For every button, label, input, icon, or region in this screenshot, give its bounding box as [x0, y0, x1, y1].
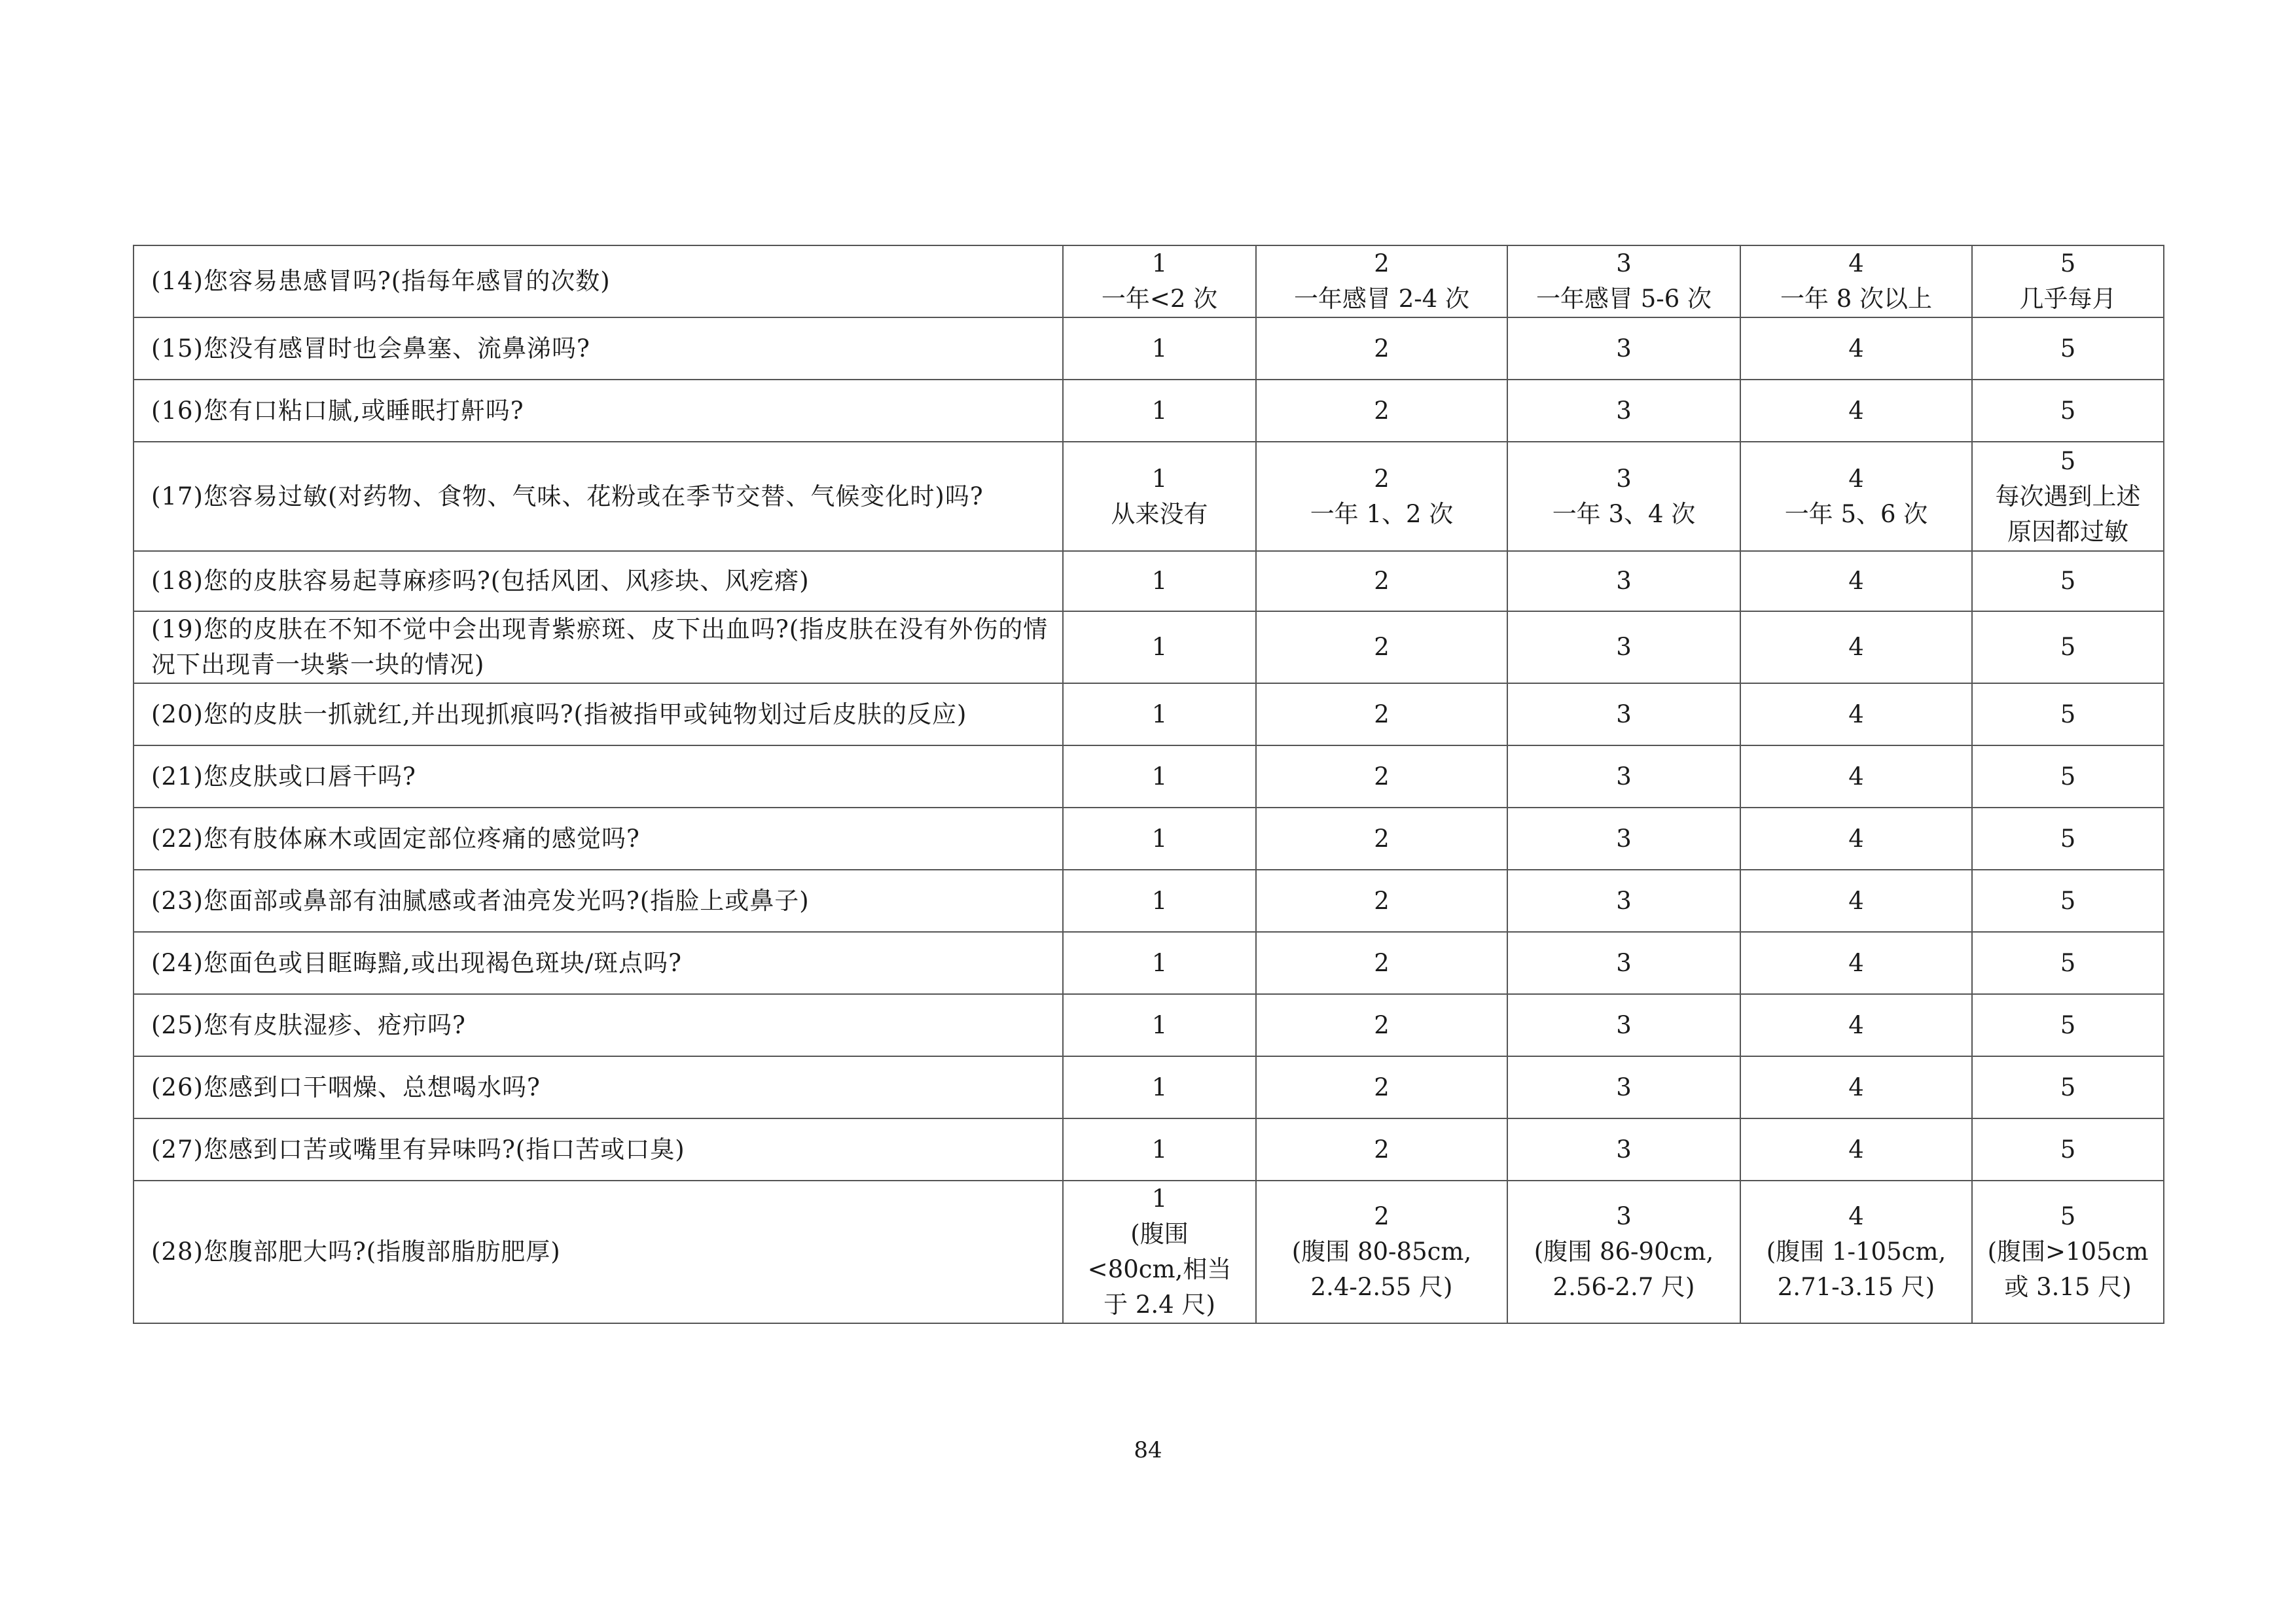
option-score: 3 [1616, 334, 1632, 363]
option-cell-2 [1256, 1181, 1507, 1323]
option-cell-5 [1972, 683, 2164, 745]
option-score: 2 [1374, 464, 1390, 493]
question-cell: (22)您有肢体麻木或固定部位疼痛的感觉吗? [134, 808, 1063, 870]
option-score: 2 [1374, 1073, 1390, 1101]
option-cell-2 [1256, 317, 1507, 380]
option-cell-1 [1063, 380, 1256, 442]
option-cell-2 [1256, 932, 1507, 994]
option-cell-3 [1507, 808, 1740, 870]
table-row [134, 1118, 2164, 1181]
option-score: 3 [1616, 824, 1632, 853]
option-cell-4 [1740, 551, 1972, 611]
option-score: 2 [1374, 633, 1390, 661]
table-row [134, 1181, 2164, 1323]
option-score: 5 [2060, 824, 2076, 853]
option-cell-5 [1972, 442, 2164, 551]
option-score: 4 [1848, 464, 1864, 493]
option-cell-1 [1063, 1181, 1256, 1323]
option-cell-3 [1507, 1181, 1740, 1323]
option-score: 2 [1374, 1135, 1390, 1164]
option-score: 3 [1616, 1135, 1632, 1164]
option-score: 1 [1151, 762, 1168, 791]
option-description: 每次遇到上述 [1995, 482, 2141, 510]
option-cell-1 [1063, 932, 1256, 994]
option-score: 1 [1151, 886, 1168, 915]
question-cell: (20)您的皮肤一抓就红,并出现抓痕吗?(指被指甲或钝物划过后皮肤的反应) [134, 683, 1063, 745]
questionnaire-table-body [134, 245, 2164, 1323]
option-score: 1 [1151, 567, 1168, 595]
option-cell-4 [1740, 380, 1972, 442]
table-row [134, 611, 2164, 683]
questionnaire-table [133, 245, 2164, 1324]
option-cell-3 [1507, 245, 1740, 317]
table-row [134, 380, 2164, 442]
option-score: 1 [1151, 464, 1168, 493]
option-description: 2.71-3.15 尺) [1777, 1273, 1935, 1301]
option-score: 4 [1848, 567, 1864, 595]
option-score: 3 [1616, 1073, 1632, 1101]
option-cell-5 [1972, 932, 2164, 994]
option-score: 5 [2060, 396, 2076, 425]
option-cell-3 [1507, 994, 1740, 1056]
option-score: 4 [1848, 762, 1864, 791]
option-description: 2.4-2.55 尺) [1310, 1273, 1453, 1301]
question-cell: (15)您没有感冒时也会鼻塞、流鼻涕吗? [134, 317, 1063, 380]
option-cell-1 [1063, 745, 1256, 808]
option-description: (腹围 [1130, 1220, 1189, 1248]
option-cell-3 [1507, 551, 1740, 611]
option-cell-5 [1972, 1056, 2164, 1118]
option-cell-3 [1507, 442, 1740, 551]
question-cell: (16)您有口粘口腻,或睡眠打鼾吗? [134, 380, 1063, 442]
option-score: 5 [2060, 334, 2076, 363]
option-score: 3 [1616, 249, 1632, 277]
option-description: 一年感冒 2-4 次 [1293, 285, 1470, 313]
question-cell: (26)您感到口干咽燥、总想喝水吗? [134, 1056, 1063, 1118]
option-score: 4 [1848, 948, 1864, 977]
option-description: 几乎每月 [2019, 285, 2117, 313]
option-cell-4 [1740, 932, 1972, 994]
option-score: 1 [1151, 334, 1168, 363]
table-row [134, 1056, 2164, 1118]
option-cell-2 [1256, 380, 1507, 442]
question-cell: (23)您面部或鼻部有油腻感或者油亮发光吗?(指脸上或鼻子) [134, 870, 1063, 932]
option-score: 2 [1374, 700, 1390, 728]
option-cell-3 [1507, 683, 1740, 745]
option-cell-3 [1507, 870, 1740, 932]
option-cell-5 [1972, 380, 2164, 442]
question-cell: (25)您有皮肤湿疹、疮疖吗? [134, 994, 1063, 1056]
option-score: 3 [1616, 633, 1632, 661]
option-description: 一年 3、4 次 [1552, 499, 1696, 528]
option-cell-4 [1740, 442, 1972, 551]
option-cell-5 [1972, 870, 2164, 932]
option-cell-4 [1740, 317, 1972, 380]
option-cell-2 [1256, 808, 1507, 870]
option-cell-4 [1740, 994, 1972, 1056]
option-cell-5 [1972, 994, 2164, 1056]
option-cell-1 [1063, 551, 1256, 611]
option-score: 1 [1151, 1135, 1168, 1164]
option-score: 1 [1151, 396, 1168, 425]
option-description: (腹围 1-105cm, [1766, 1238, 1946, 1266]
page-number: 84 [1134, 1437, 1162, 1463]
question-cell: (24)您面色或目眶晦黯,或出现褐色斑块/斑点吗? [134, 932, 1063, 994]
option-description: 一年<2 次 [1101, 285, 1218, 313]
option-score: 4 [1848, 334, 1864, 363]
option-cell-1 [1063, 611, 1256, 683]
option-score: 5 [2060, 1010, 2076, 1039]
option-score: 5 [2060, 446, 2076, 475]
option-score: 1 [1151, 948, 1168, 977]
option-cell-2 [1256, 611, 1507, 683]
option-score: 3 [1616, 762, 1632, 791]
option-cell-2 [1256, 745, 1507, 808]
table-row [134, 745, 2164, 808]
option-cell-2 [1256, 245, 1507, 317]
option-score: 2 [1374, 886, 1390, 915]
table-row [134, 994, 2164, 1056]
option-cell-4 [1740, 808, 1972, 870]
option-score: 2 [1374, 249, 1390, 277]
option-score: 4 [1848, 1010, 1864, 1039]
option-description: 原因都过敏 [2007, 517, 2128, 546]
option-score: 2 [1374, 567, 1390, 595]
option-cell-5 [1972, 551, 2164, 611]
option-cell-4 [1740, 1056, 1972, 1118]
option-score: 4 [1848, 633, 1864, 661]
option-cell-1 [1063, 808, 1256, 870]
option-cell-4 [1740, 1118, 1972, 1181]
option-score: 1 [1151, 1185, 1168, 1213]
option-cell-2 [1256, 683, 1507, 745]
option-score: 2 [1374, 1010, 1390, 1039]
option-score: 2 [1374, 334, 1390, 363]
option-score: 5 [2060, 633, 2076, 661]
option-score: 4 [1848, 700, 1864, 728]
option-score: 4 [1848, 249, 1864, 277]
option-cell-1 [1063, 442, 1256, 551]
option-score: 2 [1374, 824, 1390, 853]
option-cell-4 [1740, 745, 1972, 808]
option-cell-2 [1256, 870, 1507, 932]
option-score: 3 [1616, 1010, 1632, 1039]
table-row [134, 683, 2164, 745]
option-score: 4 [1848, 886, 1864, 915]
option-description: 于 2.4 尺) [1103, 1291, 1215, 1319]
option-score: 3 [1616, 396, 1632, 425]
option-cell-1 [1063, 870, 1256, 932]
option-score: 1 [1151, 700, 1168, 728]
option-score: 4 [1848, 396, 1864, 425]
option-description: 2.56-2.7 尺) [1552, 1273, 1695, 1301]
option-description: 一年感冒 5-6 次 [1535, 285, 1712, 313]
option-cell-2 [1256, 994, 1507, 1056]
option-score: 5 [2060, 886, 2076, 915]
option-cell-2 [1256, 1118, 1507, 1181]
option-score: 5 [2060, 1073, 2076, 1101]
question-cell: (17)您容易过敏(对药物、食物、气味、花粉或在季节交替、气候变化时)吗? [134, 442, 1063, 551]
option-score: 4 [1848, 1135, 1864, 1164]
option-score: 3 [1616, 948, 1632, 977]
option-cell-4 [1740, 870, 1972, 932]
option-description: 一年 5、6 次 [1784, 499, 1928, 528]
question-cell: (21)您皮肤或口唇干吗? [134, 745, 1063, 808]
option-score: 3 [1616, 886, 1632, 915]
option-score: 1 [1151, 1010, 1168, 1039]
option-score: 1 [1151, 249, 1168, 277]
option-score: 4 [1848, 1073, 1864, 1101]
option-cell-4 [1740, 1181, 1972, 1323]
option-description: (腹围 86-90cm, [1534, 1238, 1714, 1266]
option-score: 3 [1616, 700, 1632, 728]
option-score: 2 [1374, 396, 1390, 425]
option-cell-1 [1063, 1056, 1256, 1118]
question-cell: (18)您的皮肤容易起荨麻疹吗?(包括风团、风疹块、风疙瘩) [134, 551, 1063, 611]
option-score: 5 [2060, 567, 2076, 595]
option-cell-1 [1063, 683, 1256, 745]
option-cell-5 [1972, 611, 2164, 683]
option-description: (腹围 80-85cm, [1291, 1238, 1472, 1266]
option-score: 3 [1616, 1202, 1632, 1230]
option-score: 5 [2060, 948, 2076, 977]
table-row [134, 808, 2164, 870]
option-cell-3 [1507, 932, 1740, 994]
option-score: 2 [1374, 762, 1390, 791]
option-cell-3 [1507, 317, 1740, 380]
question-cell: (27)您感到口苦或嘴里有异味吗?(指口苦或口臭) [134, 1118, 1063, 1181]
option-cell-1 [1063, 245, 1256, 317]
option-score: 1 [1151, 824, 1168, 853]
option-cell-5 [1972, 245, 2164, 317]
option-cell-1 [1063, 994, 1256, 1056]
option-description: 从来没有 [1111, 499, 1208, 528]
option-description: 一年 8 次以上 [1780, 285, 1933, 313]
question-cell: (19)您的皮肤在不知不觉中会出现青紫瘀斑、皮下出血吗?(指皮肤在没有外伤的情况下出现青一块紫一块的情况) [134, 611, 1063, 683]
table-row [134, 245, 2164, 317]
question-cell: (14)您容易患感冒吗?(指每年感冒的次数) [134, 245, 1063, 317]
option-cell-3 [1507, 1118, 1740, 1181]
option-description: <80cm,相当 [1087, 1255, 1232, 1283]
option-score: 3 [1616, 567, 1632, 595]
table-row [134, 551, 2164, 611]
option-description: 一年 1、2 次 [1310, 499, 1454, 528]
option-score: 5 [2060, 700, 2076, 728]
option-score: 5 [2060, 762, 2076, 791]
table-row [134, 442, 2164, 551]
option-cell-5 [1972, 808, 2164, 870]
option-score: 5 [2060, 249, 2076, 277]
option-score: 3 [1616, 464, 1632, 493]
option-score: 4 [1848, 1202, 1864, 1230]
option-cell-4 [1740, 683, 1972, 745]
option-cell-5 [1972, 1118, 2164, 1181]
option-cell-2 [1256, 442, 1507, 551]
option-description: 或 3.15 尺) [2004, 1273, 2132, 1301]
question-cell: (28)您腹部肥大吗?(指腹部脂肪肥厚) [134, 1181, 1063, 1323]
option-cell-4 [1740, 611, 1972, 683]
option-cell-4 [1740, 245, 1972, 317]
option-cell-2 [1256, 551, 1507, 611]
option-cell-3 [1507, 611, 1740, 683]
option-score: 5 [2060, 1135, 2076, 1164]
option-score: 4 [1848, 824, 1864, 853]
option-score: 1 [1151, 633, 1168, 661]
option-cell-3 [1507, 745, 1740, 808]
table-row [134, 317, 2164, 380]
option-cell-5 [1972, 317, 2164, 380]
option-cell-3 [1507, 1056, 1740, 1118]
option-score: 2 [1374, 1202, 1390, 1230]
option-score: 5 [2060, 1202, 2076, 1230]
option-cell-3 [1507, 380, 1740, 442]
option-cell-5 [1972, 745, 2164, 808]
option-cell-1 [1063, 317, 1256, 380]
option-cell-1 [1063, 1118, 1256, 1181]
table-row [134, 932, 2164, 994]
option-score: 2 [1374, 948, 1390, 977]
option-score: 1 [1151, 1073, 1168, 1101]
option-cell-5 [1972, 1181, 2164, 1323]
table-row [134, 870, 2164, 932]
option-cell-2 [1256, 1056, 1507, 1118]
option-description: (腹围>105cm [1987, 1238, 2149, 1266]
